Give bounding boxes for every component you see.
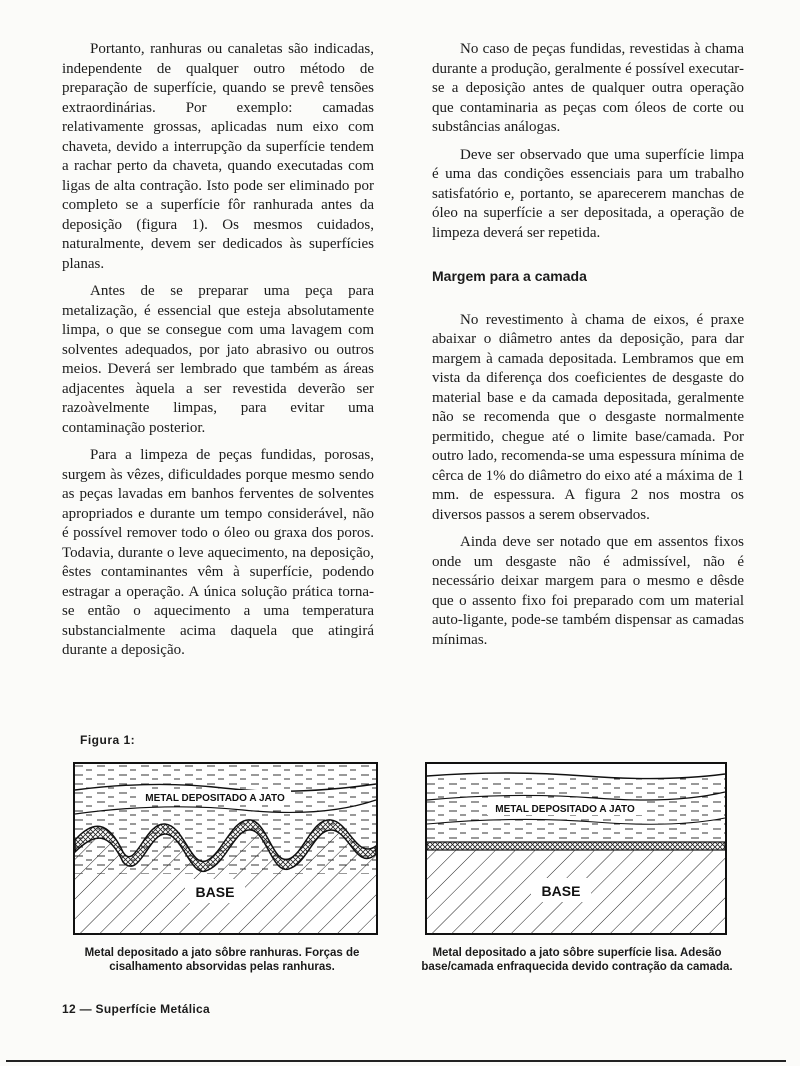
left-paragraph-1: Portanto, ranhuras ou canaletas são indicadas, independente de qualquer outro método de preparação de superfície, quando se prevê tensões extraordinárias. Por exemplo: camadas relativamente grossas, aplicadas num eixo com chaveta, devido a interrupção da superfície tendem a rachar perto da chaveta, quando executadas com ligas de alta contração. Isto pode ser eliminado por completo se a superfície fôr ranhurada antes da deposição (figura 1). Os mesmos cuidados, naturalmente, devem ser dedicados às superfícies planas. — [62, 41, 374, 272]
page-footer: 12 — Superfície Metálica — [62, 1002, 210, 1016]
page-edge-line — [6, 1060, 786, 1062]
base-label: BASE — [541, 883, 581, 899]
right-paragraph-1: No caso de peças fundidas, revestidas à chama durante a produção, geralmente é possível executar-se a deposição antes de qualquer outra operação que contaminaria as peças com óleos de corte ou substâncias análogas. — [432, 41, 744, 135]
figure-caption-left: Metal depositado a jato sôbre ranhuras. Forças de cisalhamento absorvidas pelas ranhuras. — [84, 947, 360, 973]
deposit-label: METAL DEPOSITADO A JATO — [495, 804, 635, 815]
figure-smooth-surface — [425, 762, 727, 935]
figure-label: Figura 1: — [80, 733, 136, 747]
grooved-diagram — [73, 762, 378, 935]
figure-grooved-surface — [73, 762, 378, 935]
left-paragraph-3: Para a limpeza de peças fundidas, porosas, surgem às vêzes, dificuldades porque mesmo sendo as peças lavadas em banhos ferventes de solventes apropriados e durante um tempo considerável, não é possível remover todo o óleo ou graxa dos poros. Todavia, durante o leve aquecimento, na deposição, êstes contaminantes vêm à superfície, podendo estragar a operação. A única solução prática torna-se então o aquecimento a uma temperatura substancialmente acima daquela que atingirá durante a deposição. — [62, 447, 374, 658]
smooth-interface — [427, 842, 725, 850]
right-column — [432, 40, 744, 658]
base-label: BASE — [195, 884, 235, 900]
right-paragraph-3: No revestimento à chama de eixos, é praxe abaixar o diâmetro antes da deposição, para dar margem à camada depositada. Lembramos que em vista da diferença dos coeficientes de desgaste do material base e da camada depositada, geralmente não se recomenda que o desgaste normalmente permitido, chegue até o limite base/camada. Por outro lado, recomenda-se uma espessura mínima de cêrca de 1% do diâmetro do eixo até a máxima de 1 mm. de espessura. A figura 2 nos mostra os diversos passos a serem observados. — [432, 311, 744, 523]
right-paragraph-4: Ainda deve ser notado que em assentos fixos onde um desgaste não é admissível, não é necessário deixar margem para o mesmo e dêsde que o assento fixo foi preparado com um material auto-ligante, pode-se também dispensar as camadas mínimas. — [432, 534, 744, 648]
figure-caption-right: Metal depositado a jato sôbre superfície lisa. Adesão base/camada enfraquecida devido contração da camada. — [421, 947, 733, 973]
left-paragraph-2: Antes de se preparar uma peça para metalização, é essencial que esteja absolutamente limpa, o que se consegue com uma lavagem com solventes adequados, por jato abrasivo ou outros meios. Deverá ser lembrado que também as áreas adjacentes àquela a ser revestida deverão ser razoàvelmente limpas, para evitar uma contaminação posterior. — [62, 283, 374, 436]
section-heading: Margem para a camada — [432, 268, 587, 284]
left-column — [62, 40, 374, 669]
smooth-diagram — [425, 762, 727, 935]
deposit-label: METAL DEPOSITADO A JATO — [145, 793, 285, 804]
right-paragraph-2: Deve ser observado que uma superfície limpa é uma das condições essenciais para um trabalho satisfatório e, portanto, se aparecerem manchas de óleo na superfície a ser depositada, a operação de limpeza deverá ser repetida. — [432, 146, 744, 241]
